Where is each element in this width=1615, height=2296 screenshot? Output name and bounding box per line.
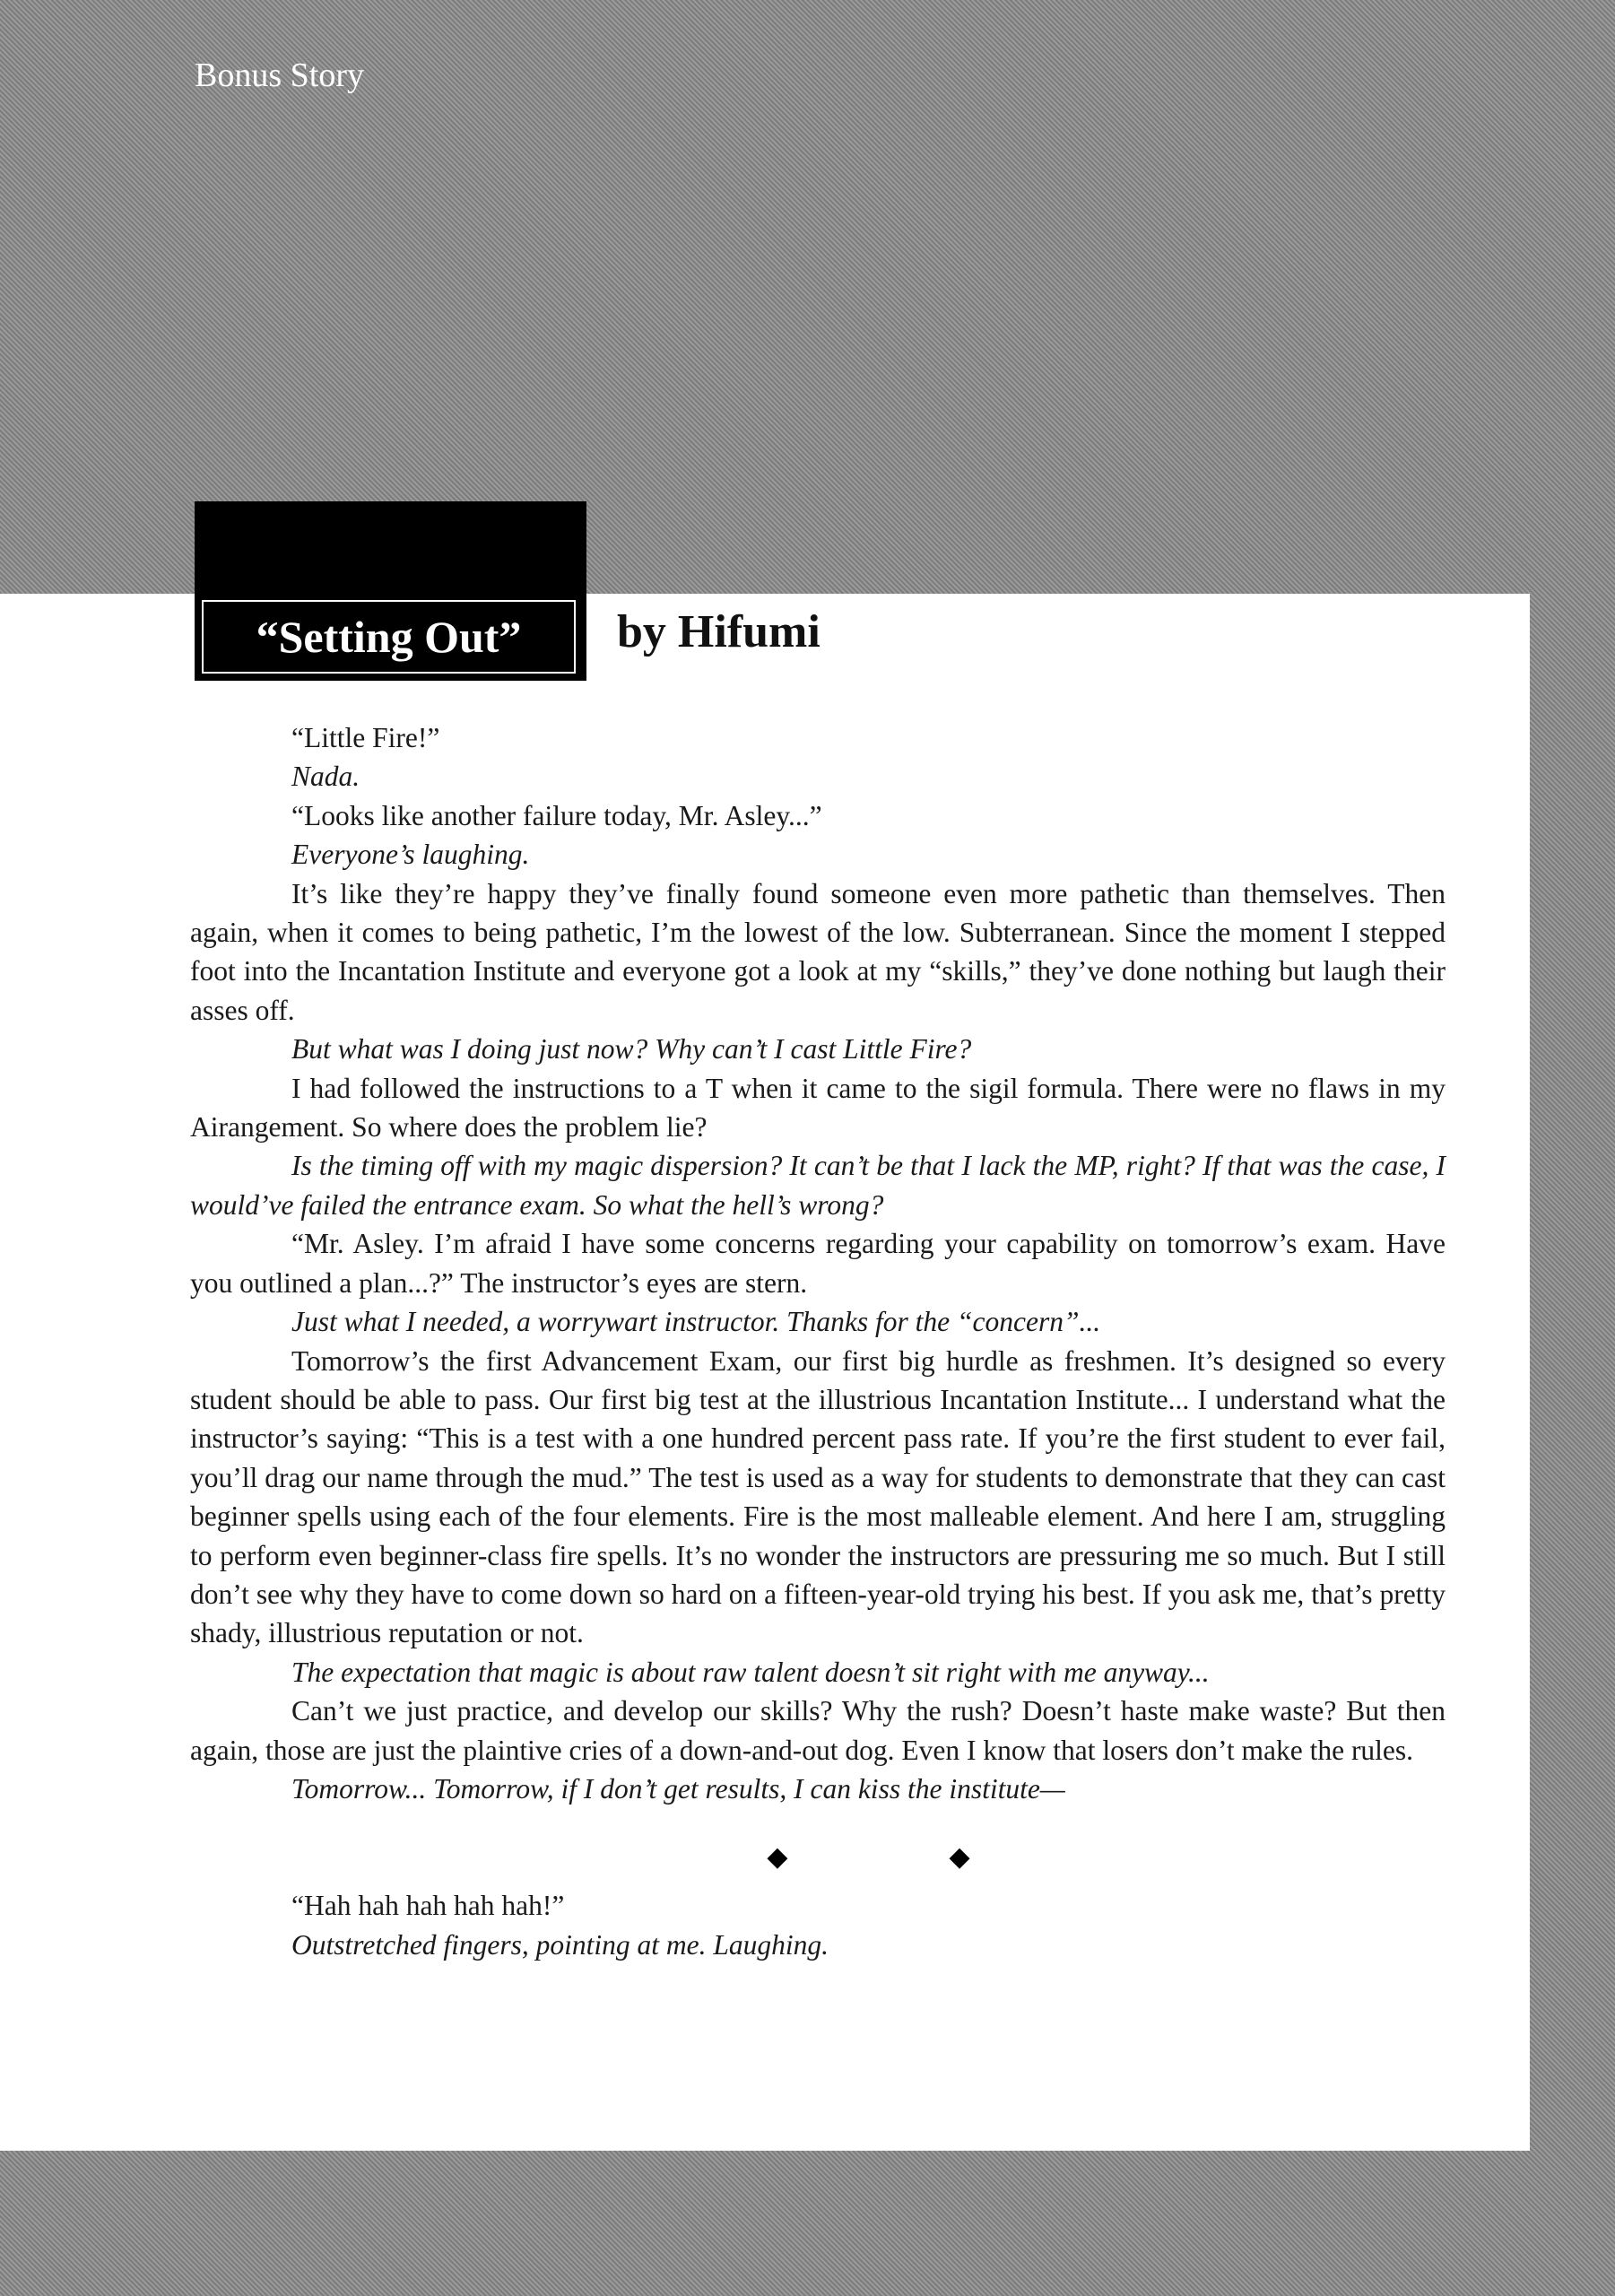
story-paragraph: Nada.: [291, 761, 360, 793]
author-byline: by Hifumi: [617, 606, 821, 657]
story-paragraph: “Hah hah hah hah hah!”: [291, 1890, 565, 1922]
story-paragraph: It’s like they’re happy they’ve finally found someone even more pathetic than themselves. Then again, when it comes to being pathetic, I’m the lowest of the low. Subterranean. Since the moment I stepped foot into the Incantation Institute and everyone got a look at my “skills,” they’ve done nothing but laugh their asses off.: [190, 877, 1446, 1026]
story-paragraph: Just what I needed, a worrywart instructor. Thanks for the “concern”...: [291, 1306, 1101, 1338]
story-paragraph: Outstretched fingers, pointing at me. Laughing.: [291, 1928, 829, 1961]
story-paragraph: “Little Fire!”: [291, 722, 440, 753]
story-title: “Setting Out”: [256, 612, 522, 662]
story-paragraph: Everyone’s laughing.: [291, 839, 530, 871]
diamond-icon: ◆: [767, 1842, 788, 1873]
story-paragraph: Is the timing off with my magic dispersion? It can’t be that I lack the MP, right? If that was the case, I would’ve failed the entrance exam. So what the hell’s wrong?: [190, 1150, 1446, 1221]
section-label: Bonus Story: [195, 57, 364, 94]
scene-break: [190, 1808, 1446, 1886]
story-paragraph: Can’t we just practice, and develop our skills? Why the rush? Doesn’t haste make waste? But then again, those are just the plaintive cries of a down-and-out dog. Even I know that losers don’t make the rules.: [190, 1695, 1446, 1766]
title-block: [195, 501, 586, 681]
story-paragraph: Tomorrow... Tomorrow, if I don’t get results, I can kiss the institute—: [291, 1772, 1065, 1805]
story-paragraph: I had followed the instructions to a T when it came to the sigil formula. There were no flaws in my Airangement. So where does the problem lie?: [190, 1072, 1446, 1144]
diamond-icon: ◆: [949, 1842, 970, 1873]
story-body: [190, 718, 1446, 1964]
story-paragraph: The expectation that magic is about raw talent doesn’t sit right with me anyway...: [291, 1656, 1210, 1688]
story-paragraph: “Looks like another failure today, Mr. Asley...”: [291, 799, 822, 831]
title-frame: [202, 600, 576, 674]
story-paragraph: But what was I doing just now? Why can’t I cast Little Fire?: [291, 1033, 972, 1065]
story-paragraph: Tomorrow’s the first Advancement Exam, our first big hurdle as freshmen. It’s designed so every student should be able to pass. Our first big test at the illustrious Incantation Institute... I understand what the instructor’s saying: “This is a test with a one hundred percent pass rate. If you’re the first student to ever fail, you’ll drag our name through the mud.” The test is used as a way for students to demonstrate that they can cast beginner spells using each of the four elements. Fire is the most malleable element. And here I am, struggling to perform even beginner-class fire spells. It’s no wonder the instructors are pressuring me so much. But I still don’t see why they have to come down so hard on a fifteen-year-old trying his best. If you ask me, that’s pretty shady, illustrious reputation or not.: [190, 1344, 1446, 1649]
story-paragraph: “Mr. Asley. I’m afraid I have some concerns regarding your capability on tomorrow’s exam. Have you outlined a plan...?” The instructor’s eyes are stern.: [190, 1228, 1446, 1299]
